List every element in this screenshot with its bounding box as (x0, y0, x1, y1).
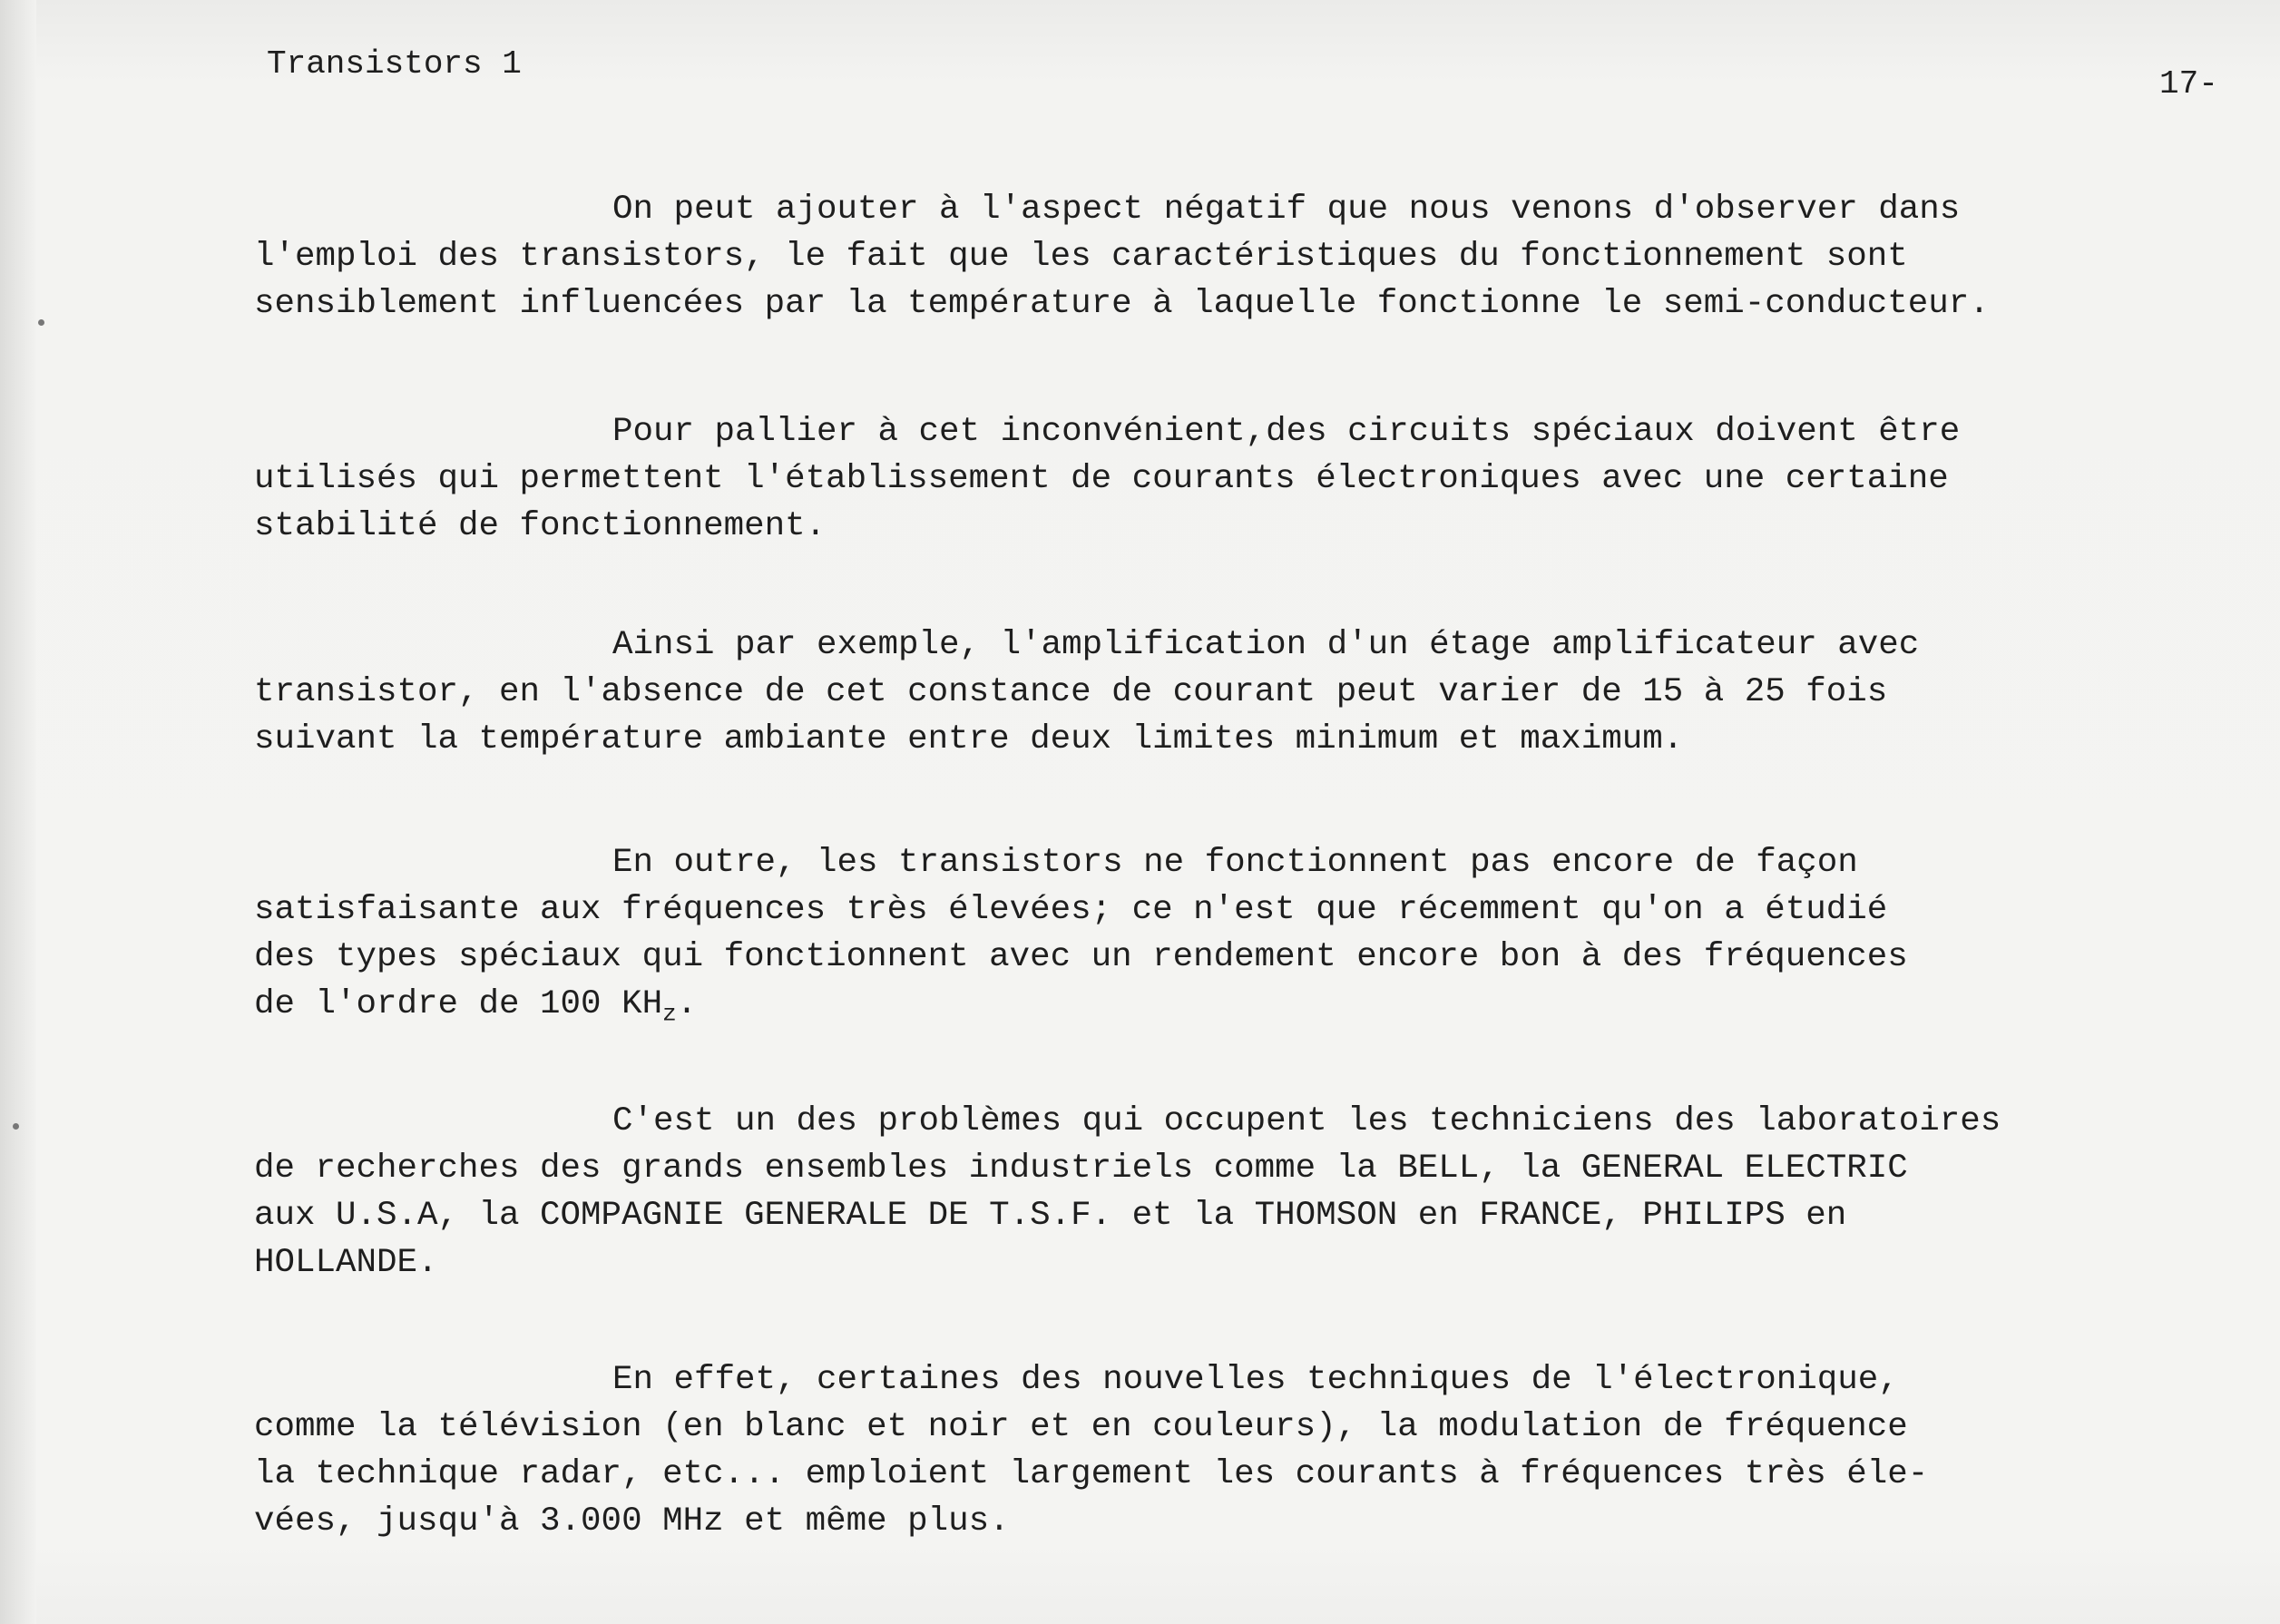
paragraph (254, 408, 2250, 550)
text-line (254, 981, 2250, 1028)
subscript-unit: z (662, 1000, 677, 1028)
paragraph (254, 839, 2250, 1028)
paragraph (254, 186, 2250, 328)
text-line: C'est un des problèmes qui occupent les techniciens des laboratoires (612, 1102, 2001, 1140)
punch-hole-mark (38, 319, 44, 326)
text-line: stabilité de fonctionnement. (254, 507, 827, 545)
text-line: Ainsi par exemple, l'amplification d'un étage amplificateur avec (612, 626, 1920, 664)
text-line: comme la télévision (en blanc et noir et en couleurs), la modulation de fréquence (254, 1408, 1908, 1446)
text-line: On peut ajouter à l'aspect négatif que nous venons d'observer dans (612, 191, 1961, 229)
text-line: HOLLANDE. (254, 1244, 438, 1282)
text-line: Pour pallier à cet inconvénient,des circuits spéciaux doivent être (612, 413, 1961, 451)
running-header: Transistors 1 (267, 45, 522, 83)
text-line: En outre, les transistors ne fonctionnent pas encore de façon (612, 844, 1858, 882)
text-line: sensiblement influencées par la température à laquelle fonctionne le semi-conducteur. (254, 285, 1990, 323)
text-line: aux U.S.A, la COMPAGNIE GENERALE DE T.S.F. et la THOMSON en FRANCE, PHILIPS en (254, 1197, 1847, 1235)
text-line: utilisés qui permettent l'établissement de courants électroniques avec une certaine (254, 460, 1949, 498)
text-line: vées, jusqu'à 3.000 MHz et même plus. (254, 1502, 1010, 1541)
paragraph (254, 621, 2250, 763)
page-shadow-edge (0, 0, 36, 1624)
paragraph (254, 1098, 2250, 1286)
text-fragment: de l'ordre de 100 KH (254, 985, 663, 1023)
text-line: de recherches des grands ensembles industriels comme la BELL, la GENERAL ELECTRIC (254, 1150, 1908, 1188)
page-number: 17- (2159, 65, 2218, 103)
text-line: satisfaisante aux fréquences très élevées; ce n'est que récemment qu'on a étudié (254, 891, 1888, 929)
paragraph (254, 1356, 2250, 1545)
punch-hole-mark (13, 1123, 19, 1130)
text-line: suivant la température ambiante entre deux limites minimum et maximum. (254, 720, 1684, 758)
text-fragment: . (676, 985, 698, 1023)
text-line: la technique radar, etc... emploient largement les courants à fréquences très éle- (254, 1455, 1929, 1493)
text-line: l'emploi des transistors, le fait que les caractéristiques du fonctionnement sont (254, 238, 1908, 276)
text-line: En effet, certaines des nouvelles techniques de l'électronique, (612, 1361, 1899, 1399)
text-line: des types spéciaux qui fonctionnent avec un rendement encore bon à des fréquences (254, 938, 1908, 976)
text-line: transistor, en l'absence de cet constance de courant peut varier de 15 à 25 fois (254, 673, 1888, 711)
